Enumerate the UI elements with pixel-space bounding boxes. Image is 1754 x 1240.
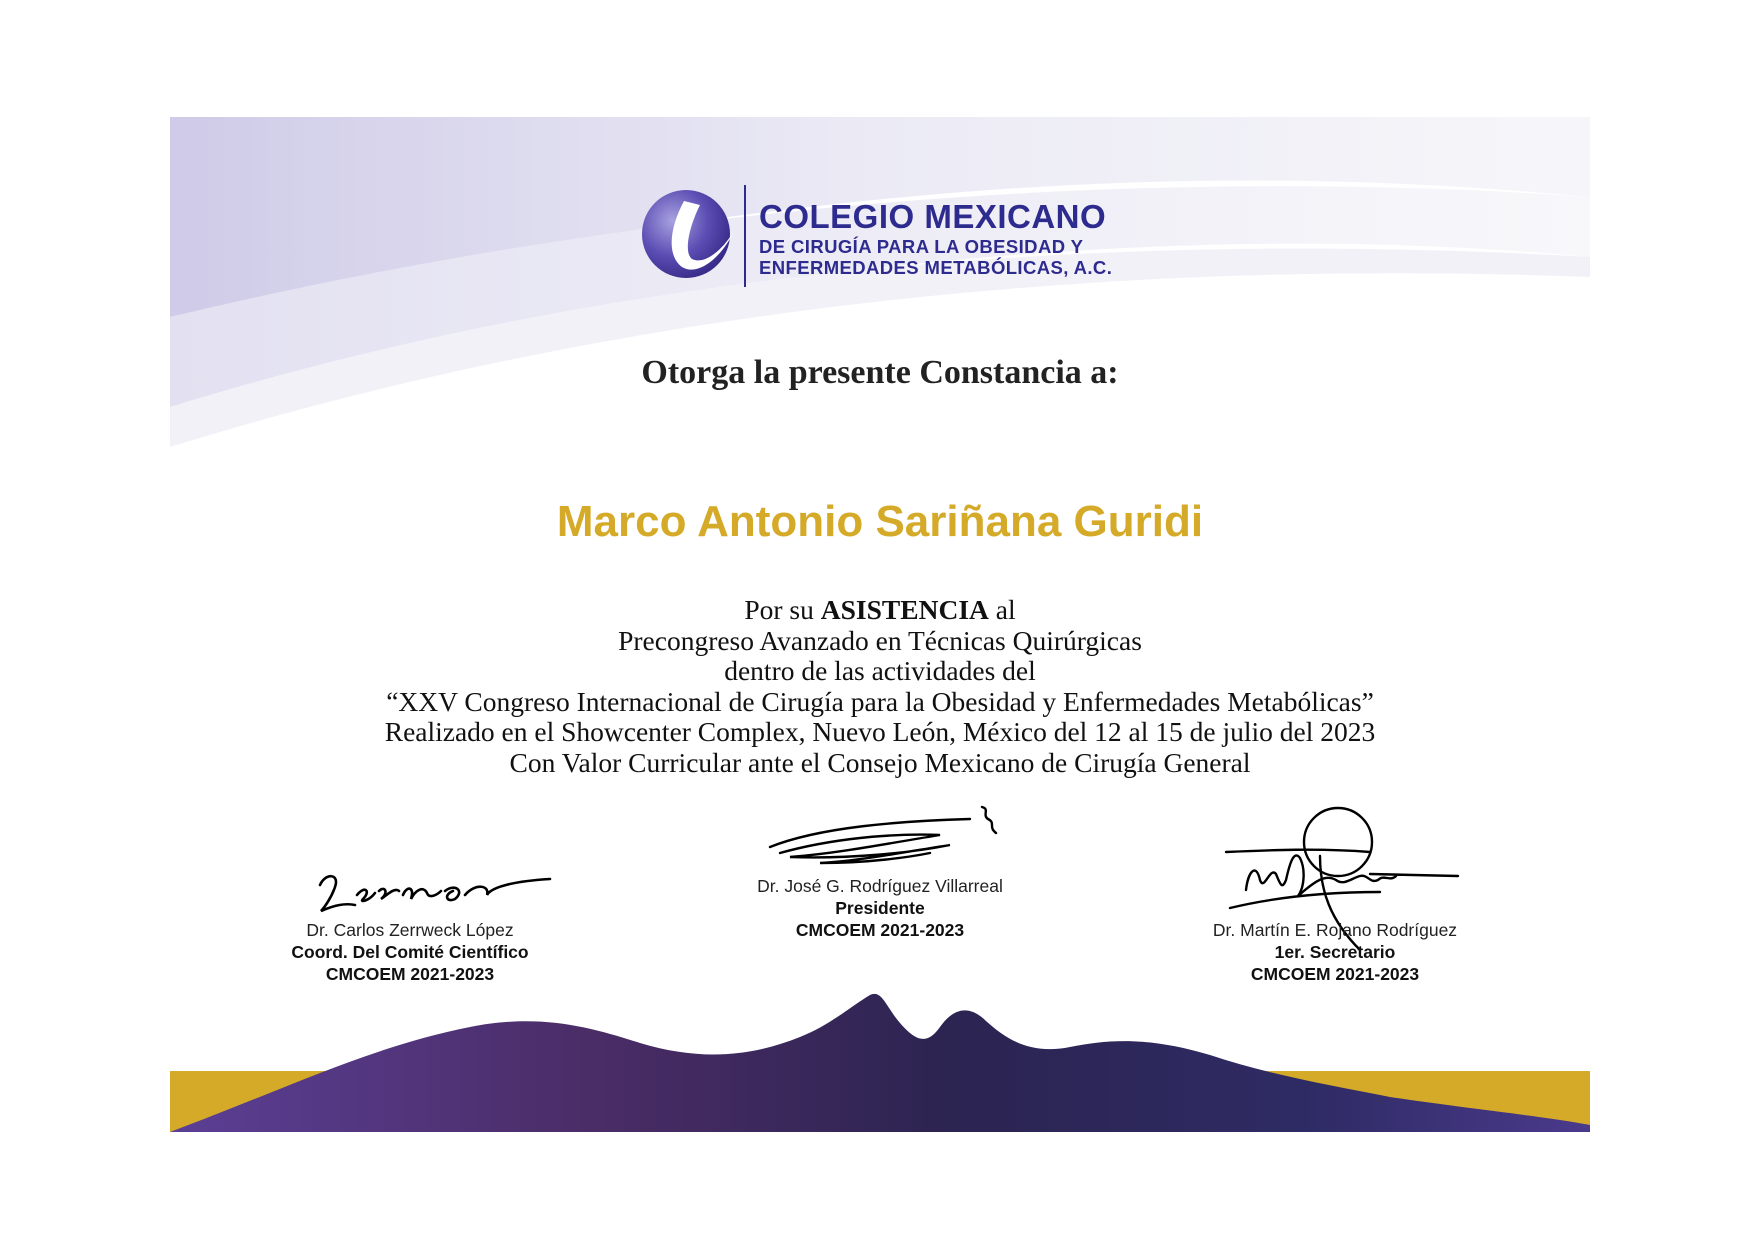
signatory-2-org: CMCOEM 2021-2023 — [795, 920, 965, 940]
body-line-3: dentro de las actividades del — [724, 655, 1036, 686]
signatory-1-role: Coord. Del Comité Científico — [291, 942, 529, 962]
certificate — [170, 117, 1590, 1132]
signatory-2-role: Presidente — [835, 898, 925, 918]
signatory-3-role: 1er. Secretario — [1274, 942, 1396, 962]
mountain-silhouette-footer — [170, 977, 1590, 1132]
body-line-6: Con Valor Curricular ante el Consejo Mexicano de Cirugía General — [509, 746, 1251, 778]
attendance-emphasis: ASISTENCIA — [820, 594, 989, 625]
certificate-heading: Otorga la presente Constancia a: — [641, 354, 1119, 391]
signatory-1-org: CMCOEM 2021-2023 — [325, 964, 495, 984]
signature-rodriguez-villarreal — [760, 797, 1010, 867]
body-line-2: Precongreso Avanzado en Técnicas Quirúrgicas — [618, 624, 1142, 656]
logo-divider — [744, 185, 746, 287]
logo-title: COLEGIO MEXICANO — [759, 198, 1107, 235]
signatory-2-name: Dr. José G. Rodríguez Villarreal — [757, 876, 1003, 896]
signatory-3-name: Dr. Martín E. Rojano Rodríguez — [1212, 920, 1458, 940]
signatory-1 — [240, 919, 580, 985]
signatory-3 — [1165, 919, 1505, 985]
cmcoem-logo-icon — [640, 187, 750, 297]
body-line-4: “XXV Congreso Internacional de Cirugía para la Obesidad y Enfermedades Metabólicas” — [386, 685, 1374, 717]
signature-zerrweck — [315, 865, 555, 915]
body-line-5: Realizado en el Showcenter Complex, Nuevo León, México del 12 al 15 de julio del 2023 — [384, 716, 1376, 747]
body-line-1 — [170, 595, 1590, 626]
signatory-3-org: CMCOEM 2021-2023 — [1250, 964, 1420, 984]
body-line-1-prefix: Por su — [744, 594, 814, 625]
certificate-body — [170, 595, 1590, 778]
logo-subtitle-1: DE CIRUGÍA PARA LA OBESIDAD Y — [759, 236, 1084, 257]
signatory-1-name: Dr. Carlos Zerrweck López — [306, 920, 514, 940]
body-line-1-suffix: al — [995, 594, 1016, 625]
recipient-name: Marco Antonio Sariñana Guridi — [556, 497, 1204, 546]
logo-subtitle-2: ENFERMEDADES METABÓLICAS, A.C. — [759, 256, 1113, 278]
signatory-2 — [710, 875, 1050, 941]
